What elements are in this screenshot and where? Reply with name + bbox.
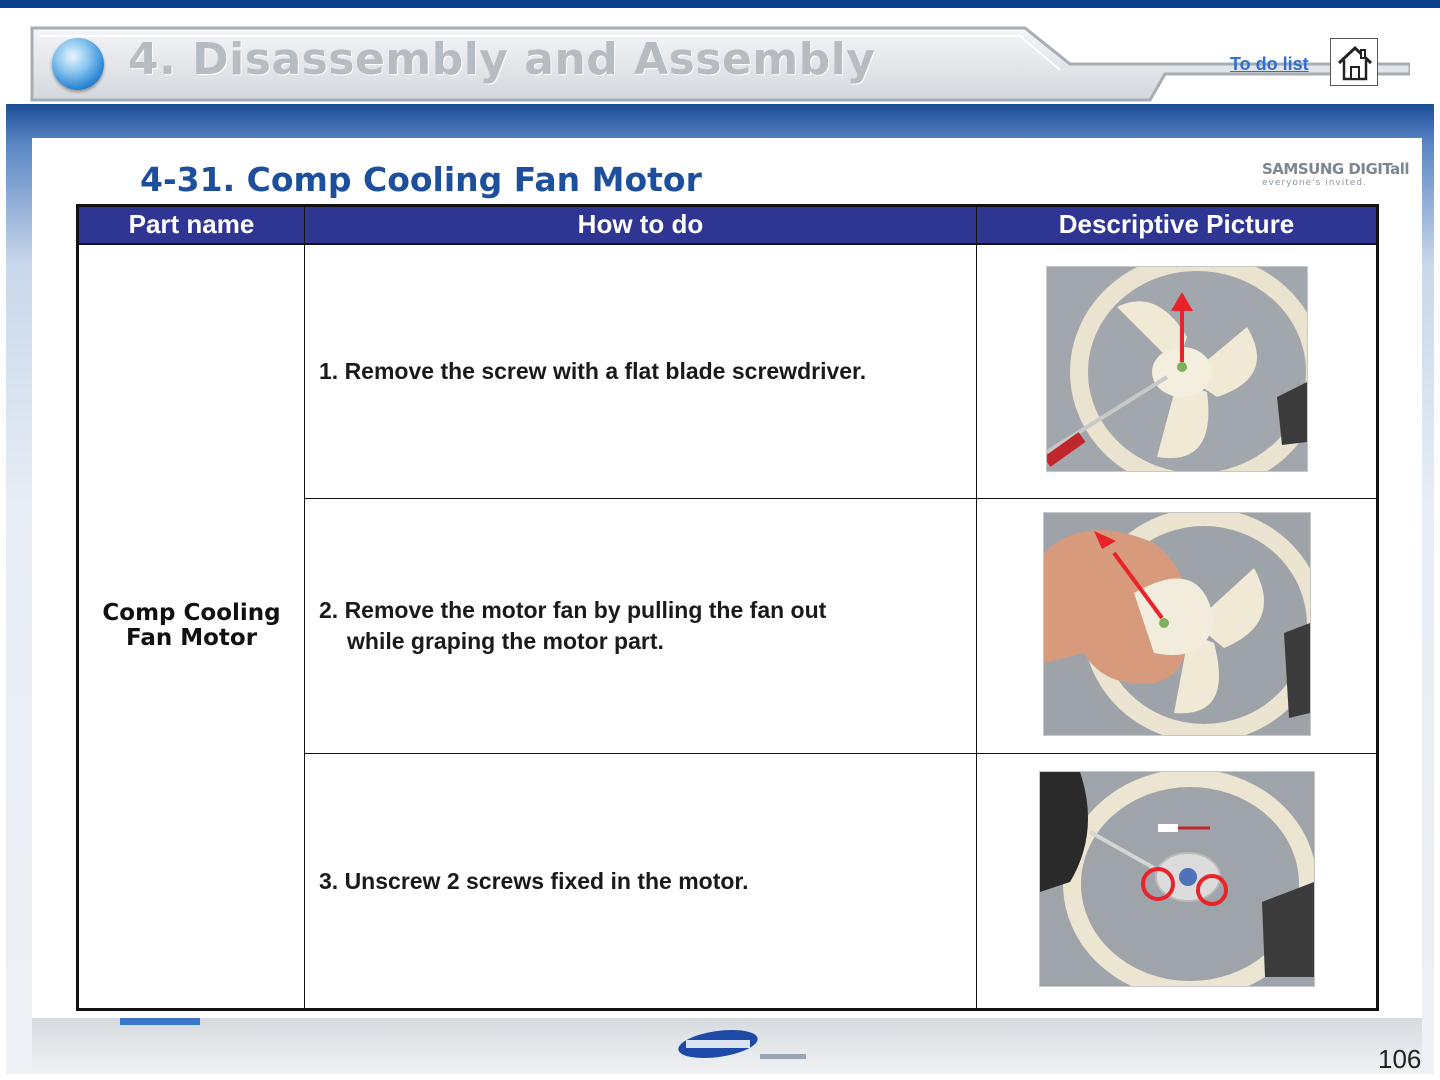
fan-hand-image xyxy=(1044,513,1310,735)
header-part-name: Part name xyxy=(78,206,305,244)
table-row xyxy=(78,244,1378,499)
header-how-to-do: How to do xyxy=(305,206,977,244)
step-1-photo xyxy=(1046,266,1308,472)
to-do-list-link[interactable]: To do list xyxy=(1230,54,1309,74)
part-name-line2: Fan Motor xyxy=(125,625,258,652)
home-icon xyxy=(1335,43,1375,83)
step-2-text-line1: 2. Remove the motor fan by pulling the fan out xyxy=(319,597,827,623)
part-name-cell xyxy=(78,244,305,1010)
step-3-instruction xyxy=(305,754,977,1010)
step-2-text-line2: while graping the motor part. xyxy=(347,628,664,654)
step-1-instruction xyxy=(305,244,977,499)
step-1-picture-cell xyxy=(977,244,1378,499)
step-3-photo xyxy=(1039,771,1315,987)
header-band xyxy=(30,24,1410,102)
top-bar xyxy=(0,0,1440,8)
section-title: 4-31. Comp Cooling Fan Motor xyxy=(140,160,702,199)
page-number: 106 xyxy=(1378,1044,1422,1074)
step-3-picture-cell xyxy=(977,754,1378,1010)
samsung-digitall-logo: SAMSUNG DIGITall everyone's invited. xyxy=(1262,160,1410,188)
table-header-row xyxy=(78,206,1378,244)
procedure-table xyxy=(76,204,1379,1011)
motor-screws-image xyxy=(1040,772,1314,986)
page-title: 4. Disassembly and Assembly xyxy=(128,34,876,85)
step-2-instruction xyxy=(305,499,977,754)
step-2-picture-cell xyxy=(977,499,1378,754)
step-2-photo xyxy=(1043,512,1311,736)
globe-icon xyxy=(52,38,104,90)
fan-screwdriver-image xyxy=(1047,267,1307,471)
step-3-text: 3. Unscrew 2 screws fixed in the motor. xyxy=(319,867,749,894)
header-descriptive-picture: Descriptive Picture xyxy=(977,206,1378,244)
part-name-line1: Comp Cooling xyxy=(102,600,281,627)
step-1-text: 1. Remove the screw with a flat blade screwdriver. xyxy=(319,357,867,384)
home-button[interactable] xyxy=(1330,38,1378,86)
samsung-electronics-logo xyxy=(676,1028,816,1066)
footer-accent xyxy=(120,1018,200,1025)
